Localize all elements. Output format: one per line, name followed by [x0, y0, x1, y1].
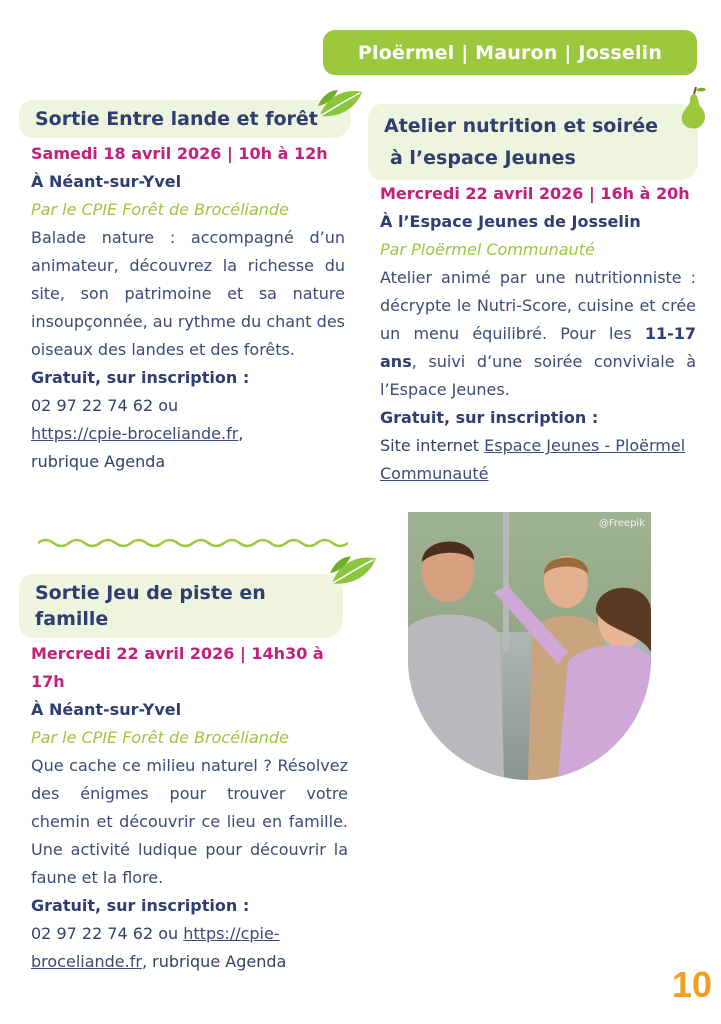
event-place: À l’Espace Jeunes de Josselin — [380, 212, 641, 231]
event-card-jeu-de-piste — [31, 574, 348, 976]
event-organizer: Par Ploërmel Communauté — [380, 240, 595, 259]
desc-age-range: 11-17 ans — [380, 324, 696, 371]
event-description — [380, 264, 696, 404]
event-price: Gratuit, sur inscription : — [31, 896, 250, 915]
event-title: Sortie Entre lande et forêt — [31, 100, 351, 138]
event-organizer: Par le CPIE Forêt de Brocéliande — [31, 200, 289, 219]
event-section: rubrique Agenda — [31, 452, 166, 471]
event-price: Gratuit, sur inscription : — [31, 368, 250, 387]
event-price: Gratuit, sur inscription : — [380, 408, 599, 427]
event-place: À Néant-sur-Yvel — [31, 700, 182, 719]
desc-part2: , suivi d’une soirée conviviale à l’Espace Jeunes. — [380, 352, 696, 399]
event-date: Mercredi 22 avril 2026 | 16h à 20h — [380, 184, 690, 203]
event-date: Samedi 18 avril 2026 | 10h à 12h — [31, 144, 328, 163]
event-contact — [31, 920, 348, 976]
pear-icon — [676, 86, 712, 130]
event-card-atelier-nutrition — [380, 104, 696, 488]
espace-jeunes-link[interactable]: Espace Jeunes - Ploërmel Communauté — [380, 436, 686, 483]
photo-credit: @Freepik — [598, 518, 645, 529]
event-organizer: Par le CPIE Forêt de Brocéliande — [31, 728, 289, 747]
event-title-line1: Atelier nutrition et soirée — [384, 115, 658, 137]
event-phone: 02 97 22 74 62 ou — [31, 924, 179, 943]
region-header: Ploërmel | Mauron | Josselin — [323, 30, 697, 75]
event-title: Sortie Jeu de piste en famille — [31, 574, 343, 638]
page-number: 10 — [672, 964, 713, 1005]
wavy-divider — [38, 536, 348, 550]
site-prefix: Site internet — [380, 436, 480, 455]
event-phone: 02 97 22 74 62 ou — [31, 396, 179, 415]
event-site-line — [380, 432, 696, 488]
event-title — [380, 104, 698, 180]
leaf-icon — [328, 552, 380, 590]
teens-illustration — [408, 512, 651, 780]
event-title-line2: à l’espace Jeunes — [390, 147, 576, 169]
desc-part1: Atelier animé par une nutritionniste : décrypte le Nutri-Score, cuisine et crée un menu équilibré. Pour les — [380, 268, 696, 343]
leaf-icon — [316, 86, 366, 122]
teens-photo — [408, 512, 651, 780]
event-description: Que cache ce milieu naturel ? Résolvez des énigmes pour trouver votre chemin et découvrir ce lieu en famille. Une activité ludique pour découvrir la faune et la flore. — [31, 756, 348, 887]
event-card-lande-foret — [31, 100, 345, 476]
event-section: , rubrique Agenda — [141, 952, 287, 971]
event-date: Mercredi 22 avril 2026 | 14h30 à 17h — [31, 644, 324, 691]
cpie-link[interactable]: https://cpie-broceliande.fr — [31, 924, 280, 971]
link-comma: , — [238, 424, 244, 443]
event-place: À Néant-sur-Yvel — [31, 172, 182, 191]
event-description: Balade nature : accompagné d’un animateur, découvrez la richesse du site, son patrimoine et sa nature insoupçonnée, au rythme du chant des oiseaux des landes et des forêts. — [31, 228, 345, 359]
cpie-link[interactable]: https://cpie-broceliande.fr — [31, 424, 239, 443]
event-link-line — [31, 420, 345, 448]
